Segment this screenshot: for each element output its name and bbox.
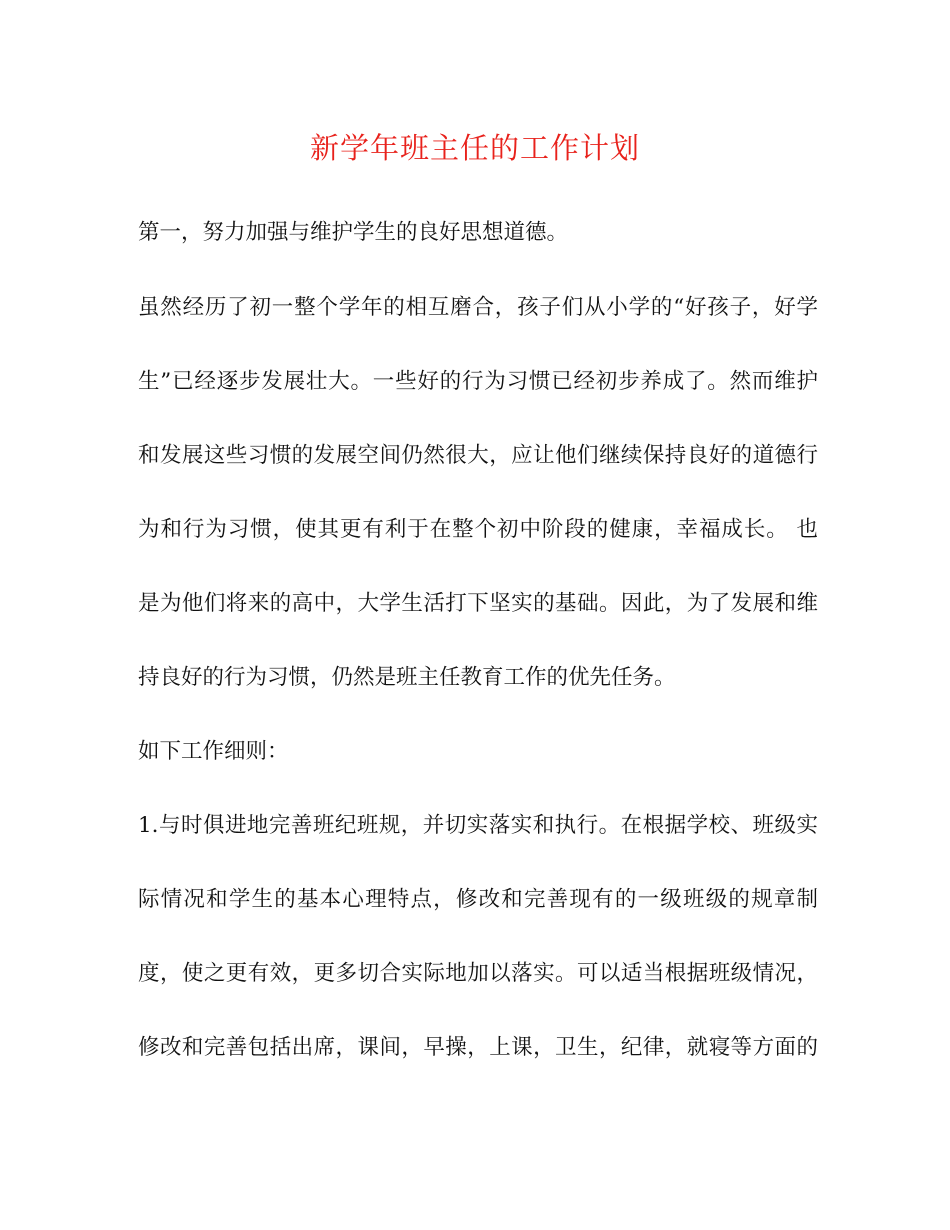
paragraph-line-1: 虽然经历了初一整个学年的相互磨合，孩子们从小学的“好孩子，好学 — [138, 295, 818, 320]
paragraph-line-5: 是为他们将来的高中，大学生活打下坚实的基础。因此，为了发展和维 — [138, 591, 818, 616]
item-line-2: 际情况和学生的基本心理特点，修改和完善现有的一级班级的规章制 — [138, 887, 818, 912]
item-line-1: 1.与时俱进地完善班纪班规，并切实落实和执行。在根据学校、班级实 — [138, 813, 818, 838]
item-line-4: 修改和完善包括出席，课间，早操，上课，卫生，纪律，就寝等方面的 — [138, 1035, 818, 1060]
item-line-3: 度，使之更有效，更多切合实际地加以落实。可以适当根据班级情况， — [138, 961, 818, 986]
subheading-line: 如下工作细则： — [138, 739, 289, 764]
paragraph-line-3: 和发展这些习惯的发展空间仍然很大，应让他们继续保持良好的道德行 — [138, 443, 818, 468]
paragraph-line-6: 持良好的行为习惯，仍然是班主任教育工作的优先任务。 — [138, 665, 676, 690]
paragraph-line-4: 为和行为习惯，使其更有利于在整个初中阶段的健康，幸福成长。 也 — [138, 517, 818, 542]
paragraph-line-2: 生”已经逐步发展壮大。一些好的行为习惯已经初步养成了。然而维护 — [138, 369, 818, 394]
heading-line-1: 第一，努力加强与维护学生的良好思想道德。 — [138, 220, 569, 245]
document-title: 新学年班主任的工作计划 — [309, 131, 640, 165]
